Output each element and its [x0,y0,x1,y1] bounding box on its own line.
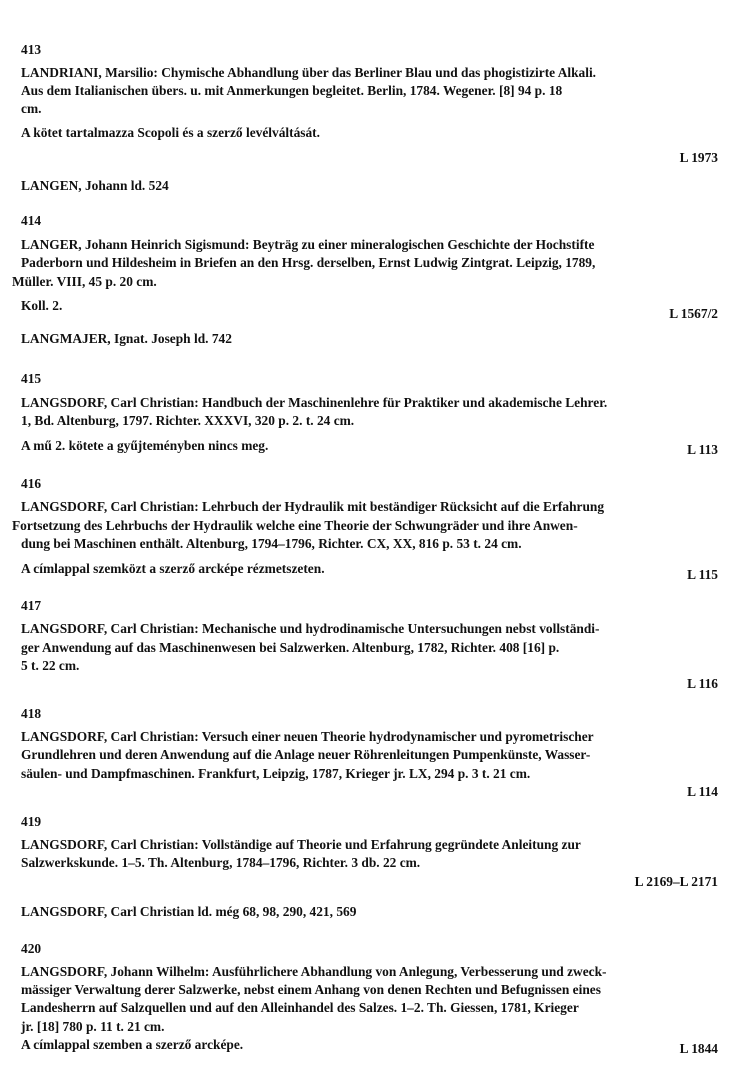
shelf-mark: L 116 [687,676,718,691]
entry-number: 413 [21,42,42,57]
entry-text: LANGSDORF, Johann Wilhelm: Ausführlichere Abhandlung von Anlegung, Verbesserung und zweck- [21,964,607,979]
cross-reference: LANGSDORF, Carl Christian ld. még 68, 98, 290, 421, 569 [21,904,357,919]
shelf-mark: L 1567/2 [669,306,718,321]
entry-text: Paderborn und Hildesheim in Briefen an den Hrsg. derselben, Ernst Ludwig Zintgrat. Leipzig, 1789, [21,255,596,270]
entry-text: LANGER, Johann Heinrich Sigismund: Beyträg zu einer mineralogischen Geschichte der Hochstifte [21,237,595,252]
shelf-mark: L 2169–L 2171 [634,874,718,889]
entry-note: Koll. 2. [21,298,63,313]
shelf-mark: L 114 [687,784,718,799]
entry-text: 1, Bd. Altenburg, 1797. Richter. XXXVI, 320 p. 2. t. 24 cm. [21,413,355,428]
entry-text: Fortsetzung des Lehrbuchs der Hydraulik welche eine Theorie der Schwungräder und ihre Anwen- [12,518,578,533]
entry-text: LANGSDORF, Carl Christian: Mechanische und hydrodinamische Untersuchungen nebst vollständi- [21,621,600,636]
entry-text: jr. [18] 780 p. 11 t. 21 cm. [21,1019,165,1034]
shelf-mark: L 1844 [679,1041,718,1056]
entry-text: Aus dem Italianischen übers. u. mit Anmerkungen begleitet. Berlin, 1784. Wegener. [8] 94 p. 18 [21,83,563,98]
shelf-mark: L 115 [687,567,718,582]
entry-text: dung bei Maschinen enthält. Altenburg, 1794–1796, Richter. CX, XX, 816 p. 53 t. 24 cm. [21,536,522,551]
entry-note: A mű 2. kötete a gyűjteményben nincs meg. [21,438,269,453]
entry-text: LANGSDORF, Carl Christian: Handbuch der Maschinenlehre für Praktiker und akademische Lehrer. [21,395,608,410]
entry-text: säulen- und Dampfmaschinen. Frankfurt, Leipzig, 1787, Krieger jr. LX, 294 p. 3 t. 21 cm. [21,766,531,781]
cross-reference: LANGMAJER, Ignat. Joseph ld. 742 [21,331,232,346]
entry-text: LANGSDORF, Carl Christian: Versuch einer neuen Theorie hydrodynamischer und pyrometrischer [21,729,594,744]
entry-text: LANGSDORF, Carl Christian: Lehrbuch der Hydraulik mit beständiger Rücksicht auf die Erfahrung [21,499,605,514]
entry-note: A címlappal szemben a szerző arcképe. [21,1037,244,1052]
entry-number: 414 [21,213,42,228]
entry-text: Müller. VIII, 45 p. 20 cm. [12,274,157,289]
entry-number: 418 [21,706,42,721]
entry-text: cm. [21,101,42,116]
entry-text: 5 t. 22 cm. [21,658,80,673]
entry-note: A címlappal szemközt a szerző arcképe rézmetszeten. [21,561,325,576]
entry-number: 416 [21,476,42,491]
entry-text: Salzwerkskunde. 1–5. Th. Altenburg, 1784–1796, Richter. 3 db. 22 cm. [21,855,421,870]
entry-text: mässiger Verwaltung derer Salzwerke, nebst einem Anhang von denen Rechten und Befugnissen eines [21,982,601,997]
entry-number: 420 [21,941,42,956]
entry-number: 417 [21,598,42,613]
entry-note: A kötet tartalmazza Scopoli és a szerző levélváltását. [21,125,320,140]
shelf-mark: L 1973 [679,150,718,165]
entry-text: Landesherrn auf Salzquellen und auf den Alleinhandel des Salzes. 1–2. Th. Giessen, 1781, Krieger [21,1000,579,1015]
entry-text: LANGSDORF, Carl Christian: Vollständige auf Theorie und Erfahrung gegründete Anleitung zur [21,837,581,852]
entry-text: LANDRIANI, Marsilio: Chymische Abhandlung über das Berliner Blau und das phogistizirte Alkali. [21,65,597,80]
entry-text: Grundlehren und deren Anwendung auf die Anlage neuer Röhrenleitungen Pumpenkünste, Wasser- [21,747,591,762]
shelf-mark: L 113 [687,442,718,457]
entry-text: ger Anwendung auf das Maschinenwesen bei Salzwerken. Altenburg, 1782, Richter. 408 [16] p. [21,640,560,655]
cross-reference: LANGEN, Johann ld. 524 [21,178,169,193]
entry-number: 415 [21,371,42,386]
entry-number: 419 [21,814,42,829]
